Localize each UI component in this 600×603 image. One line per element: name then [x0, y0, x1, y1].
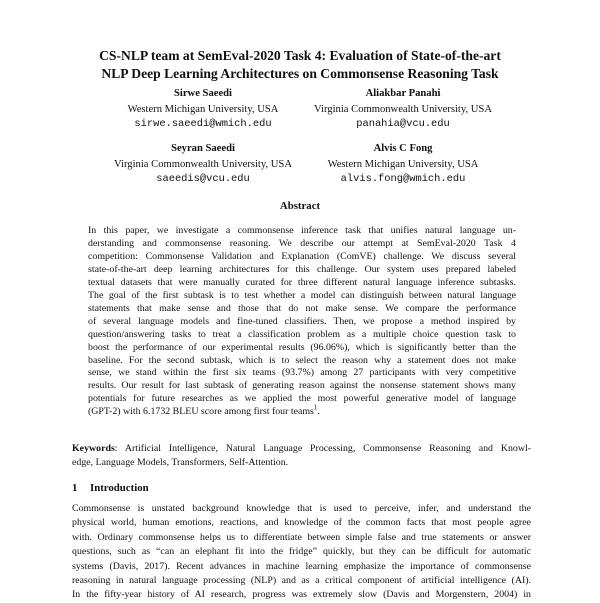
abstract-line: of several language models and fine-tuned classifiers. Then, we propose a method inspired by: [88, 315, 516, 327]
keywords-block: [72, 442, 531, 470]
author-name: Seyran Saeedi: [171, 143, 235, 154]
body-line: with. Ordinary commonsense helps us to differentiate between simple false and true statements or answer: [72, 531, 531, 543]
abstract-body: [88, 225, 516, 419]
abstract-line: baseline. For the second subtask, which is to select the reason why a statement does not make: [88, 354, 516, 366]
author-affiliation: Virginia Commonwealth University, USA: [114, 158, 292, 170]
body-line: questions, such as “can an elephant fit into the fridge” quickly, but they can be difficult for automatic: [72, 546, 531, 558]
abstract-line: In this paper, we investigate a commonsense inference task that unifies natural language un-: [88, 225, 516, 236]
section-heading-introduction: [72, 482, 149, 494]
abstract-line: competition: Commonsense Validation and Explanation (ComVE) challenge. We discuss several: [88, 250, 516, 262]
abstract-end-punct: .: [317, 406, 320, 418]
author-email[interactable]: panahia@vcu.edu: [356, 118, 450, 130]
author-name: Sirwe Saeedi: [174, 88, 232, 99]
author-affiliation: Virginia Commonwealth University, USA: [314, 103, 492, 115]
abstract-line: derstanding and commonsense reasoning. We describe our attempt at SemEval-2020 Task 4: [88, 237, 516, 249]
abstract-line: potentials for future researches as we applied the most powerful generative model of language: [88, 393, 516, 405]
author-email[interactable]: sirwe.saeedi@wmich.edu: [134, 118, 272, 130]
abstract-line: question/answering tasks to treat a classification problem as a multiple choice question task to: [88, 328, 516, 340]
body-line: physical world, human emotions, reactions, and knowledge of the common facts that most people agree: [72, 517, 531, 529]
footnote-mark[interactable]: 1: [313, 404, 318, 413]
author-affiliation: Western Michigan University, USA: [127, 103, 279, 115]
abstract-line: boost the performance of our experimental results (96.06%), which is significantly better than the: [88, 341, 516, 353]
abstract-line: textual datasets that were manually curated for three different natural language inference subtasks.: [88, 276, 516, 288]
author-email[interactable]: saeedis@vcu.edu: [156, 173, 250, 185]
author-block: [283, 141, 523, 188]
keywords-text: : Artificial Intelligence, Natural Language Processing, Commonsense Reasoning and Knowl-: [114, 443, 531, 454]
section-title: Introduction: [90, 482, 149, 494]
abstract-line: The goal of the first subtask is to test whether a model can distinguish between natural language: [88, 289, 516, 301]
abstract-line: statements that make sense and those that do not make sense. We compare the performance: [88, 302, 516, 314]
introduction-body: [72, 502, 531, 603]
body-line: systems (Davis, 2017). Recent advances in machine learning emphasize the importance of commonsense: [72, 560, 531, 572]
title-line-2: NLP Deep Learning Architectures on Commonsense Reasoning Task: [101, 66, 499, 81]
body-line: reasoning in natural language processing (NLP) and as a critical component of artificial intelligence (AI).: [72, 575, 531, 587]
paper-title: [40, 47, 560, 83]
abstract-line: results. Our result for last subtask of generating reason against the nonsense statement shows many: [88, 380, 516, 392]
body-line: In the fifty-year history of AI research, progress was extremely slow (Davis and Morgenstern, 2004) in: [72, 589, 531, 601]
abstract-last-line: [88, 406, 516, 419]
author-email[interactable]: alvis.fong@wmich.edu: [340, 173, 466, 185]
abstract-heading: Abstract: [279, 200, 321, 212]
abstract-line: sense, we stand within the first six teams (93.7%) among 27 participants with very competitive: [88, 367, 516, 379]
author-name: Alvis C Fong: [373, 143, 433, 154]
title-line-1: CS-NLP team at SemEval-2020 Task 4: Evaluation of State-of-the-art: [99, 48, 501, 63]
author-name: Aliakbar Panahi: [365, 88, 441, 99]
body-line: Commonsense is unstated background knowledge that is used to perceive, infer, and understand the: [72, 503, 531, 514]
keywords-line: edge, Language Models, Transformers, Self-Attention.: [72, 457, 289, 468]
abstract-line: state-of-the-art deep learning architectures for this challenge. Our system uses prepared labeled: [88, 263, 516, 275]
abstract-line: (GPT-2) with 6.1732 BLEU score among first four teams: [88, 406, 314, 418]
section-number: 1: [72, 482, 78, 494]
keywords-label: Keywords: [72, 443, 115, 454]
author-affiliation: Western Michigan University, USA: [327, 158, 479, 170]
author-block: [283, 86, 523, 133]
keywords-line: [72, 442, 531, 456]
